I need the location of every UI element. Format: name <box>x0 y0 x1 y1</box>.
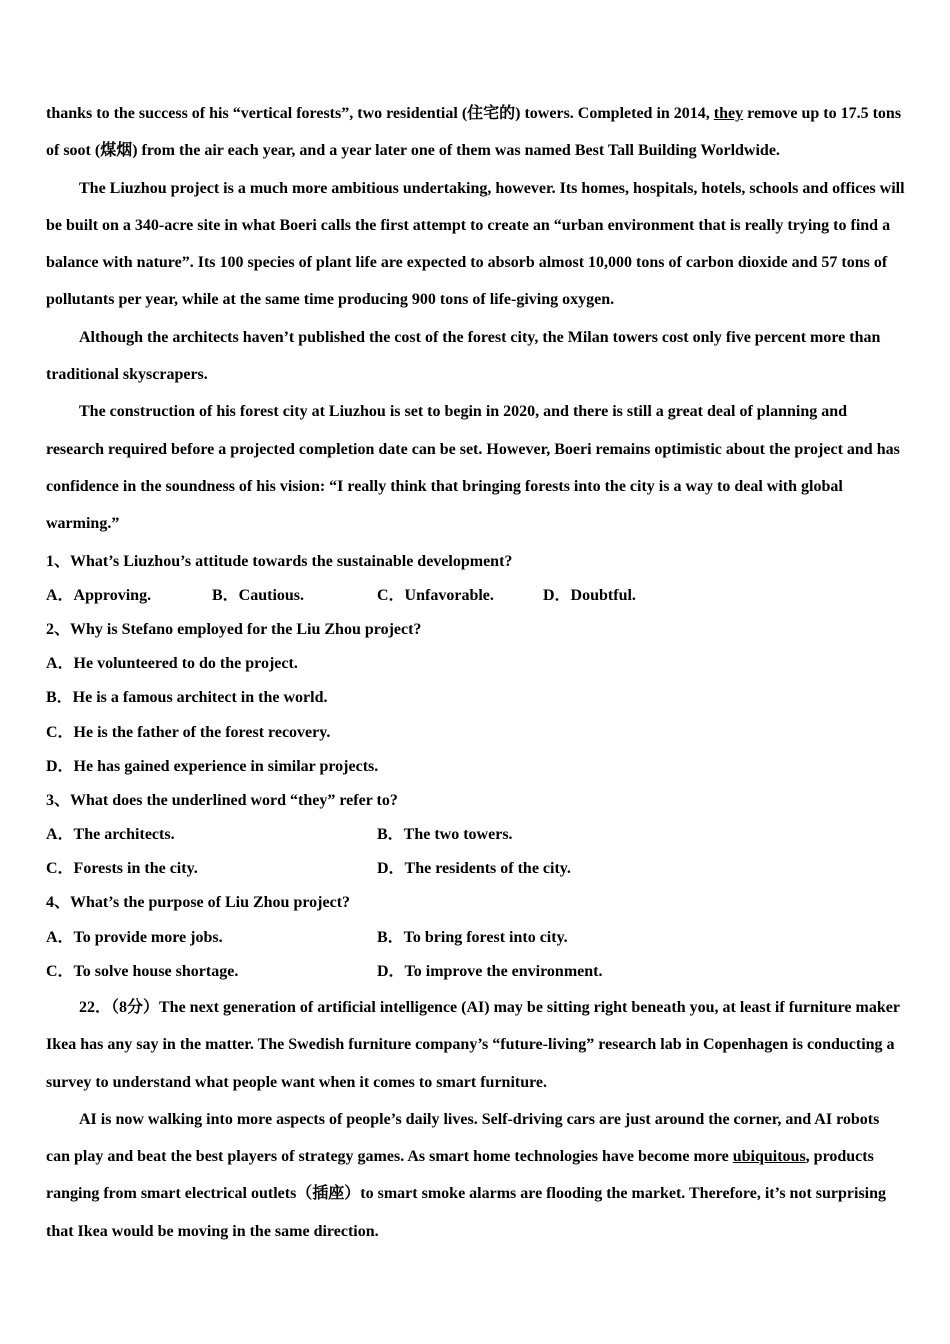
question-1-options <box>46 579 906 613</box>
question-4-option-d[interactable]: D．To improve the environment. <box>377 962 603 980</box>
section-22-paragraph-1: 22．（8分）The next generation of artificial intelligence (AI) may be sitting right beneath you, at least if furniture maker Ikea has any say in the matter. The Swedish furniture company’s “future-living” research lab in Copenhagen is conducting a survey to understand what people want when it comes to smart furniture. <box>46 999 900 1091</box>
underlined-word-they: they <box>713 105 744 122</box>
question-3-option-b[interactable]: B．The two towers. <box>377 826 513 844</box>
question-2-option-a[interactable]: A．He volunteered to do the project. <box>46 655 298 673</box>
passage-paragraph-2: The Liuzhou project is a much more ambitious undertaking, however. Its homes, hospitals, hotels, schools and offices will be built on a 340-acre site in what Boeri calls the first attempt to create an “urban environment that is really trying to find a balance with nature”. Its 100 species of plant life are expected to absorb almost 10,000 tons of carbon dioxide and 57 tons of pollutants per year, while at the same time producing 900 tons of life-giving oxygen. <box>46 179 905 309</box>
question-3-options-row-2 <box>46 852 906 886</box>
question-3-option-d[interactable]: D．The residents of the city. <box>377 860 571 878</box>
passage-paragraph-4: The construction of his forest city at Liuzhou is set to begin in 2020, and there is still a great deal of planning and research required before a projected completion date can be set. However, Boeri remains optimistic about the project and has confidence in the soundness of his vision: “I really think that bringing forests into the city is a way to deal with global warming.” <box>46 403 900 533</box>
question-2-option-c[interactable]: C．He is the father of the forest recovery. <box>46 723 331 741</box>
question-4-stem: 4、What’s the purpose of Liu Zhou project? <box>46 894 351 912</box>
question-4-option-c[interactable]: C．To solve house shortage. <box>46 962 239 980</box>
section-22-p2-after: , products ranging from smart electrical outlets（插座）to smart smoke alarms are flooding the market. Therefore, it’s not surprising that Ikea would be moving in the same direction. <box>46 1148 887 1240</box>
question-3-options-row-1 <box>46 818 906 852</box>
question-3-stem: 3、What does the underlined word “they” refer to? <box>46 791 398 809</box>
underlined-word-ubiquitous: ubiquitous <box>732 1148 806 1166</box>
question-3-option-a[interactable]: A．The architects. <box>46 826 175 844</box>
passage-paragraph-3: Although the architects haven’t published the cost of the forest city, the Milan towers cost only five percent more than traditional skyscrapers. <box>46 328 881 384</box>
passage-p1-after: remove up to 17.5 tons of soot (煤烟) from the air each year, and a year later one of them was named Best Tall Building Worldwide. <box>46 105 902 160</box>
section-22-paragraph-2 <box>46 1101 906 1250</box>
question-1-option-d[interactable]: D．Doubtful. <box>543 586 636 604</box>
passage-p1-before: thanks to the success of his “vertical forests”, two residential (住宅的) towers. Completed in 2014, <box>46 105 714 122</box>
question-2-option-b[interactable]: B．He is a famous architect in the world. <box>46 689 328 707</box>
question-2-stem: 2、Why is Stefano employed for the Liu Zhou project? <box>46 620 422 638</box>
section-22-p2-before: AI is now walking into more aspects of people’s daily lives. Self-driving cars are just around the corner, and AI robots can play and beat the best players of strategy games. As smart home technologies have become more <box>46 1110 880 1166</box>
question-1-option-c[interactable]: C．Unfavorable. <box>377 586 494 604</box>
question-3-option-c[interactable]: C．Forests in the city. <box>46 860 198 878</box>
document-page <box>46 95 906 1250</box>
question-4-options-row-1 <box>46 921 906 955</box>
question-4-options-row-2 <box>46 955 906 989</box>
passage-paragraph-1 <box>46 95 906 170</box>
question-4-option-a[interactable]: A．To provide more jobs. <box>46 928 223 946</box>
question-2-option-d[interactable]: D．He has gained experience in similar projects. <box>46 757 379 775</box>
question-1-stem: 1、What’s Liuzhou’s attitude towards the sustainable development? <box>46 552 513 570</box>
question-1-option-b[interactable]: B．Cautious. <box>212 586 305 604</box>
question-4-option-b[interactable]: B．To bring forest into city. <box>377 928 568 946</box>
question-1-option-a[interactable]: A．Approving. <box>46 586 152 604</box>
